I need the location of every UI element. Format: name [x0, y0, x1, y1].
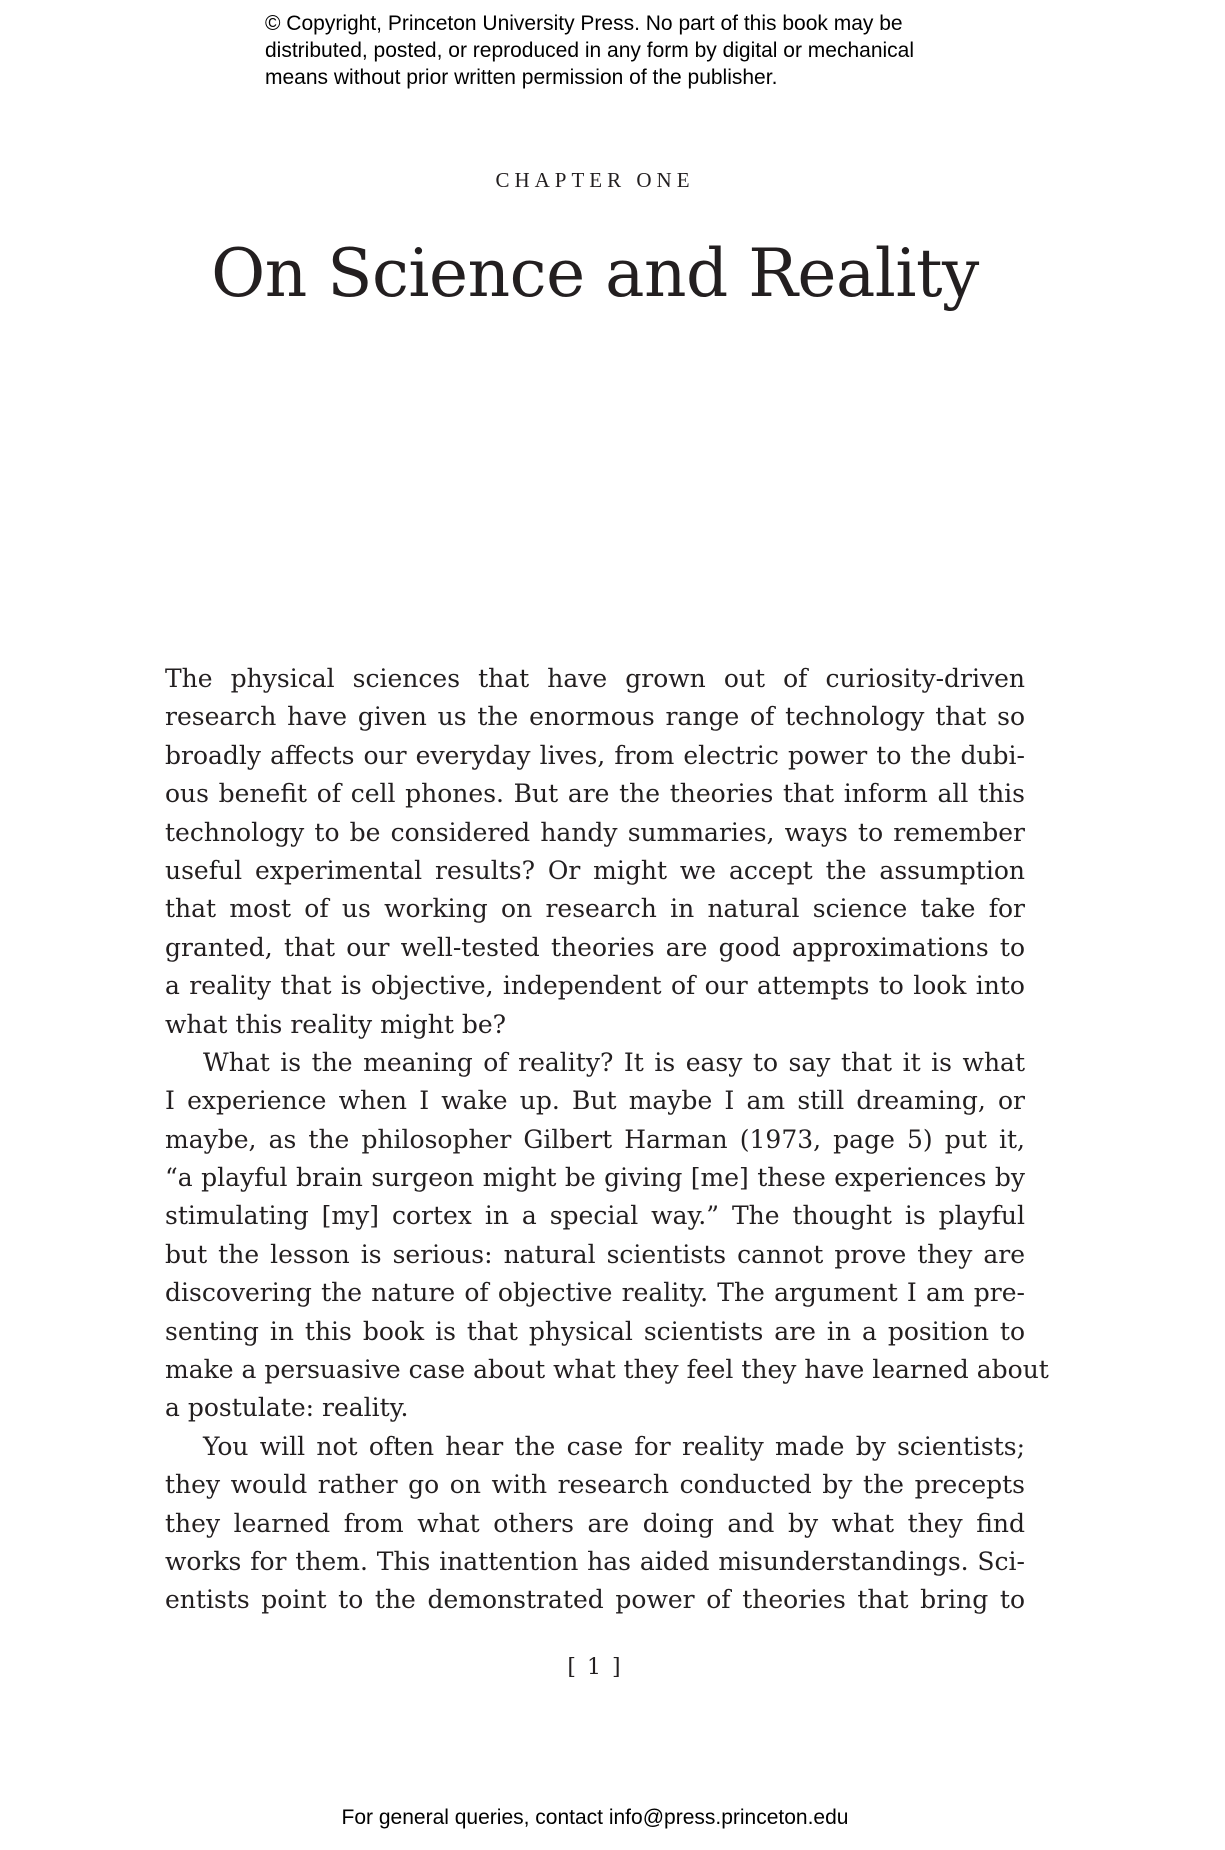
- text-line: works for them. This inattention has aided misunderstandings. Sci-: [165, 1546, 1025, 1576]
- text-line: research have given us the enormous range of technology that so: [165, 702, 1025, 732]
- chapter-title: On Science and Reality: [211, 235, 979, 312]
- text-line: The physical sciences that have grown out of curiosity-driven: [165, 664, 1025, 693]
- copyright-line: means without prior written permission of the publisher.: [265, 66, 778, 89]
- chapter-label: CHAPTER ONE: [495, 168, 695, 192]
- text-line: senting in this book is that physical scientists are in a position to: [165, 1316, 1025, 1346]
- paragraph-2: [165, 1044, 1049, 1428]
- copyright-notice: [265, 10, 985, 91]
- text-line: they learned from what others are doing and by what they find: [165, 1508, 1025, 1538]
- paragraph-1: [165, 660, 1025, 1044]
- text-line: discovering the nature of objective reality. The argument I am pre-: [165, 1278, 1025, 1308]
- text-line: that most of us working on research in natural science take for: [165, 894, 1025, 924]
- text-line: broadly affects our everyday lives, from electric power to the dubi-: [165, 740, 1025, 770]
- copyright-line: © Copyright, Princeton University Press. No part of this book may be: [265, 12, 903, 35]
- text-line: technology to be considered handy summaries, ways to remember: [165, 817, 1025, 847]
- text-line: a postulate: reality.: [165, 1393, 409, 1423]
- paragraph-3: [165, 1428, 1025, 1620]
- text-line: useful experimental results? Or might we accept the assumption: [165, 855, 1025, 885]
- text-line: make a persuasive case about what they feel they have learned about: [165, 1355, 1049, 1385]
- text-line: “a playful brain surgeon might be giving [me] these experiences by: [165, 1163, 1025, 1193]
- text-line: they would rather go on with research conducted by the precepts: [165, 1470, 1025, 1500]
- text-line: ous benefit of cell phones. But are the theories that inform all this: [165, 779, 1025, 809]
- footer-contact: For general queries, contact info@press.princeton.edu: [341, 1806, 849, 1829]
- text-line: what this reality might be?: [165, 1009, 507, 1039]
- text-line: but the lesson is serious: natural scientists cannot prove they are: [165, 1239, 1025, 1269]
- text-line: maybe, as the philosopher Gilbert Harman (1973, page 5) put it,: [165, 1124, 1025, 1154]
- text-line: granted, that our well-tested theories are good approximations to: [165, 932, 1025, 962]
- text-line: entists point to the demonstrated power of theories that bring to: [165, 1585, 1025, 1615]
- text-line: You will not often hear the case for reality made by scientists;: [203, 1431, 1025, 1461]
- text-line: I experience when I wake up. But maybe I am still dreaming, or: [165, 1086, 1025, 1116]
- text-line: What is the meaning of reality? It is easy to say that it is what: [203, 1047, 1025, 1077]
- copyright-line: distributed, posted, or reproduced in any form by digital or mechanical: [265, 39, 915, 62]
- page-number: [ 1 ]: [567, 1655, 623, 1680]
- body-text: [165, 660, 1049, 1620]
- text-line: stimulating [my] cortex in a special way.” The thought is playful: [165, 1201, 1025, 1231]
- text-line: a reality that is objective, independent of our attempts to look into: [165, 971, 1025, 1001]
